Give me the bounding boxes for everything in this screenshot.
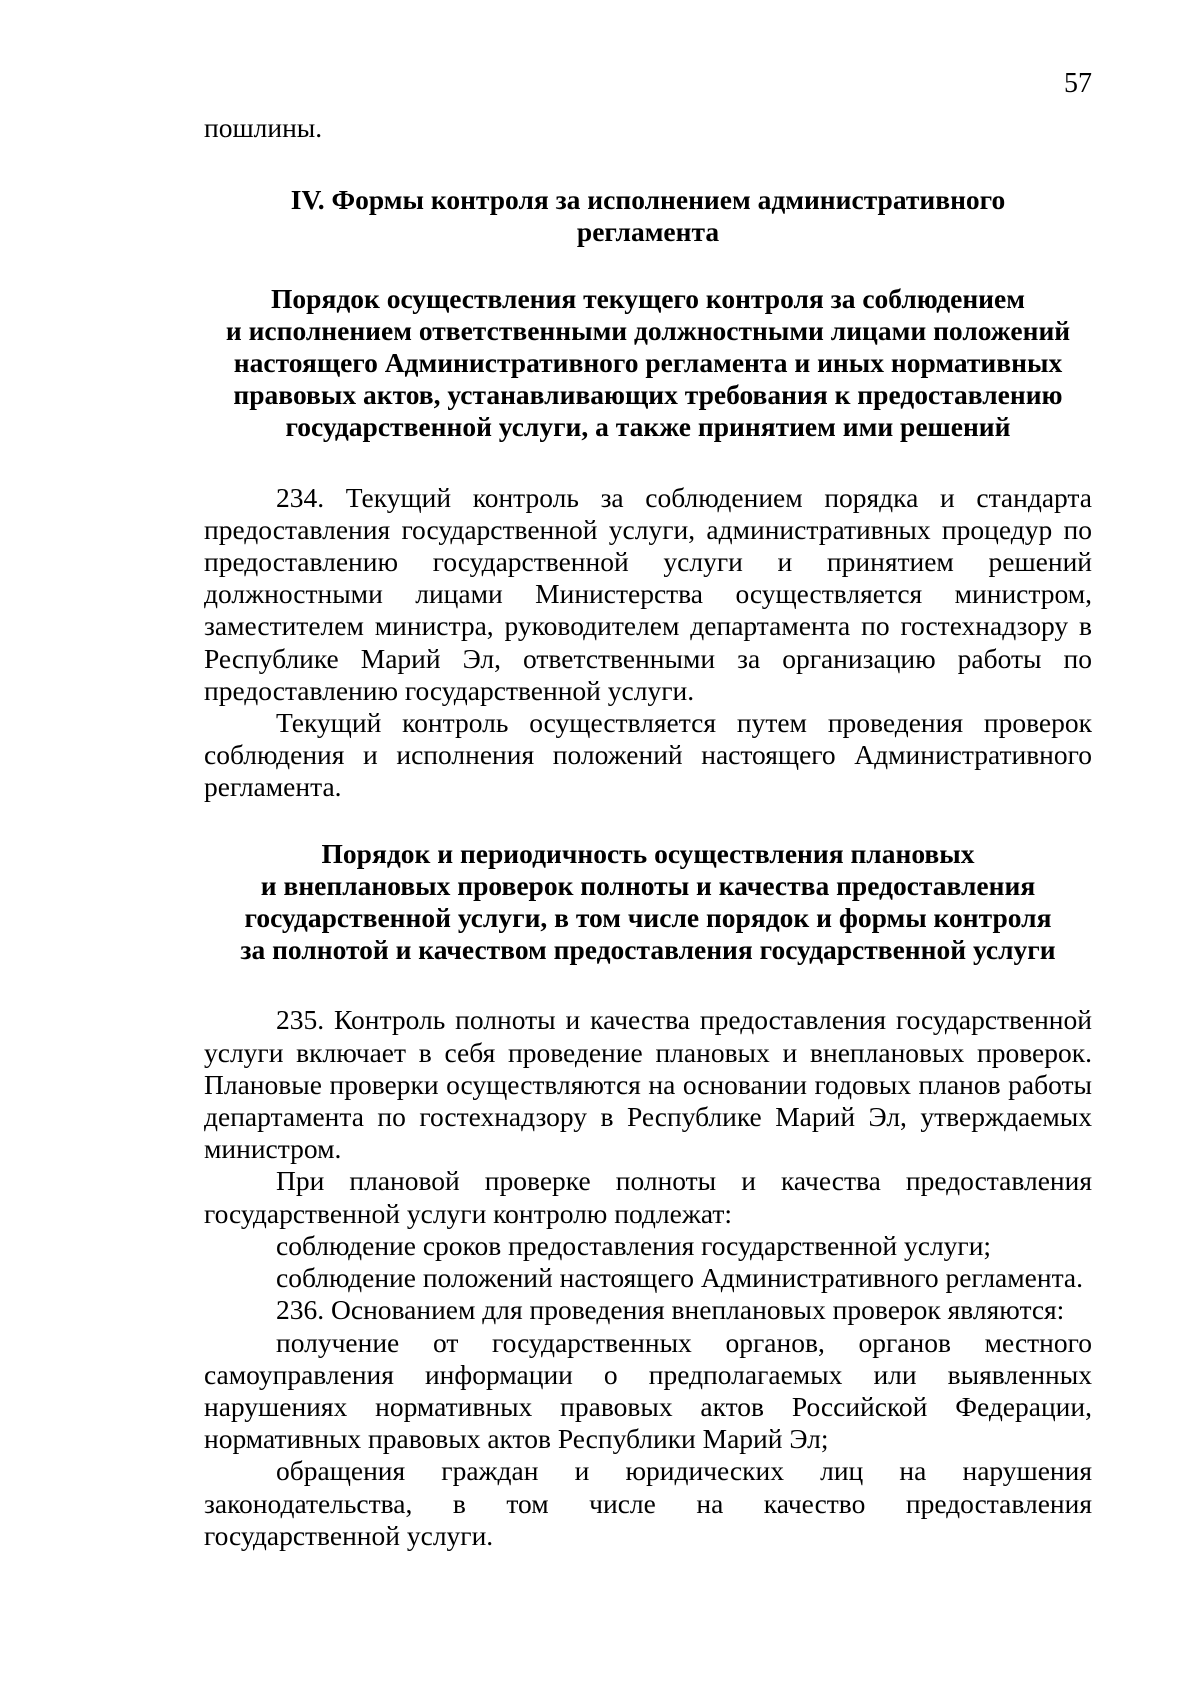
section-title-line: регламента: [576, 216, 720, 248]
list-item-deadlines: соблюдение сроков предоставления государственной услуги;: [276, 1229, 992, 1261]
paragraph-235: 235. Контроль полноты и качества предоставления государственной услуги включает в себя проведение плановых и внеплановых проверок. Плановые проверки осуществляются на основании годовых планов работы департамента по гостехнадзору в Республике Марий Эл, утверждаемых министром.: [204, 1004, 1092, 1165]
page-number: 57: [1064, 68, 1092, 99]
document-body: [204, 112, 1092, 1552]
list-item-regulation-compliance: соблюдение положений настоящего Административного регламента.: [276, 1262, 1084, 1294]
subsection-1-title-line: и исполнением ответственными должностными лицами положений: [225, 314, 1071, 346]
section-title-line: IV. Формы контроля за исполнением административного: [290, 184, 1006, 216]
continuation-text: пошлины.: [204, 112, 323, 143]
paragraph-planned-check: При плановой проверке полноты и качества предоставления государственной услуги контролю подлежат:: [204, 1165, 1092, 1229]
paragraph-234: 234. Текущий контроль за соблюдением порядка и стандарта предоставления государственной услуги, административных процедур по предоставлению государственной услуги и принятием решений должностными лицами Министерства осуществляется министром, заместителем министра, руководителем департамента по гостехнадзору в Республике Марий Эл, ответственными за организацию работы по предоставлению государственной услуги.: [204, 481, 1092, 706]
subsection-1-title-line: настоящего Административного регламента и иных нормативных: [233, 347, 1063, 379]
paragraph-current-control: Текущий контроль осуществляется путем проведения проверок соблюдения и исполнения положений настоящего Административного регламента.: [204, 707, 1092, 803]
subsection-2-title: [204, 838, 1092, 967]
subsection-1-title: [204, 283, 1092, 444]
subsection-1-title-line: Порядок осуществления текущего контроля за соблюдением: [271, 282, 1025, 314]
subsection-2-body: [204, 1004, 1092, 1551]
subsection-1-body: [204, 482, 1092, 804]
subsection-1-title-line: государственной услуги, а также принятием ими решений: [285, 411, 1011, 443]
subsection-2-title-line: и внеплановых проверок полноты и качества предоставления: [260, 869, 1036, 901]
section-title: [204, 184, 1092, 248]
paragraph-236: 236. Основанием для проведения внеплановых проверок являются:: [276, 1294, 1065, 1326]
list-item-government-info: получение от государственных органов, органов местного самоуправления информации о предполагаемых или выявленных нарушениях нормативных правовых актов Российской Федерации, нормативных правовых актов Республики Марий Эл;: [204, 1326, 1092, 1455]
subsection-2-title-line: Порядок и периодичность осуществления плановых: [321, 837, 975, 869]
subsection-2-title-line: за полнотой и качеством предоставления государственной услуги: [240, 934, 1056, 966]
subsection-2-title-line: государственной услуги, в том числе порядок и формы контроля: [244, 902, 1052, 934]
list-item-citizen-appeals: обращения граждан и юридических лиц на нарушения законодательства, в том числе на качество предоставления государственной услуги.: [204, 1455, 1092, 1551]
subsection-1-title-line: правовых актов, устанавливающих требования к предоставлению: [233, 379, 1063, 411]
